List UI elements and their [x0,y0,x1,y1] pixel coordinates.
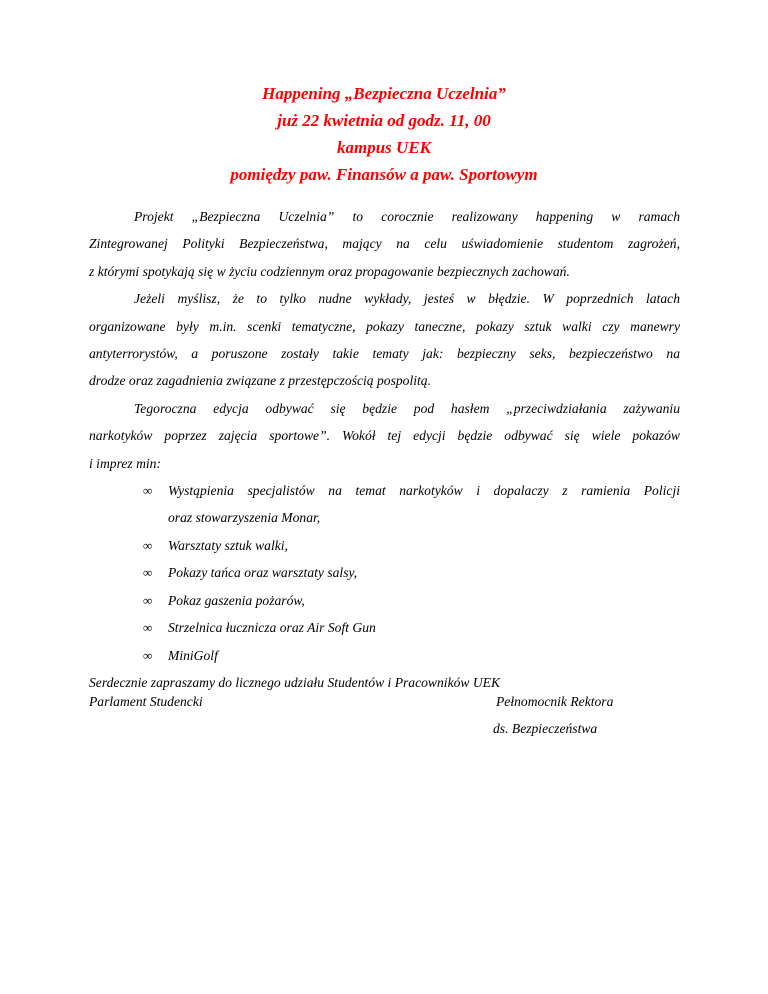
paragraph-line: narkotyków poprzez zajęcia sportowe”. Wokół tej edycji będzie odbywać się wiele pokazów [89,428,680,444]
paragraph-history [89,285,680,395]
infinity-bullet-icon: ∞ [143,647,153,663]
list-item-text: Wystąpienia specjalistów na temat narkotyków i dopalaczy z ramienia Policji [168,483,680,499]
invitation-text: Serdecznie zapraszamy do licznego udziału Studentów i Pracowników UEK [89,674,501,690]
paragraph-line: Projekt „Bezpieczna Uczelnia” to corocznie realizowany happening w ramach [134,209,680,224]
events-list [89,477,680,669]
signature-subtitle: ds. Bezpieczeństwa [493,721,598,736]
list-item [89,614,680,641]
infinity-bullet-icon: ∞ [143,592,153,608]
signature-rector-representative [493,688,614,742]
paragraph-line: organizowane były m.in. scenki tematyczne, pokazy taneczne, pokazy sztuk walki czy manewry [89,318,680,334]
infinity-bullet-icon: ∞ [143,620,153,636]
list-item [89,559,680,586]
signature-student-parliament: Parlament Studencki [89,694,203,709]
paragraph-line: Zintegrowanej Polityki Bezpieczeństwa, mający na celu uświadomienie studentom zagrożeń, [89,236,680,252]
list-item [89,532,680,559]
event-title: Happening „Bezpieczna Uczelnia” [262,84,506,103]
paragraph-intro [89,203,680,285]
list-item-text: Pokaz gaszenia pożarów, [168,592,305,608]
document-body [89,203,680,696]
list-item-text: Pokazy tańca oraz warsztaty salsy, [168,565,358,581]
paragraph-line: z którymi spotykają się w życiu codziennym oraz propagowanie bezpiecznych zachowań. [89,263,570,279]
infinity-bullet-icon: ∞ [143,483,153,499]
infinity-bullet-icon: ∞ [143,565,153,581]
paragraph-line: Tegoroczna edycja odbywać się będzie pod hasłem „przeciwdziałania zażywaniu [134,400,680,416]
list-item [89,587,680,614]
list-item-text: Warsztaty sztuk walki, [168,537,288,553]
paragraph-line: drodze oraz zagadnienia związane z przestępczością pospolitą. [89,373,431,389]
paragraph-line: Jeżeli myślisz, że to tylko nudne wykłady, jesteś w błędzie. W poprzednich latach [134,291,680,307]
event-location: kampus UEK [337,138,431,157]
list-item-text: Strzelnica łucznicza oraz Air Soft Gun [168,620,376,636]
infinity-bullet-icon: ∞ [143,537,153,553]
signature-title: Pełnomocnik Rektora [496,694,614,709]
event-location-detail: pomiędzy paw. Finansów a paw. Sportowym [230,165,538,184]
event-header [0,80,768,188]
paragraph-line: antyterrorystów, a poruszone zostały takie tematy jak: bezpieczny seks, bezpieczeństwo na [89,346,680,362]
list-item [89,642,680,669]
list-item [89,477,680,532]
list-item-text: oraz stowarzyszenia Monar, [168,510,321,526]
list-item-text: MiniGolf [168,647,218,663]
paragraph-this-year [89,395,680,477]
paragraph-line: i imprez min: [89,455,161,471]
event-date: już 22 kwietnia od godz. 11, 00 [277,111,491,130]
